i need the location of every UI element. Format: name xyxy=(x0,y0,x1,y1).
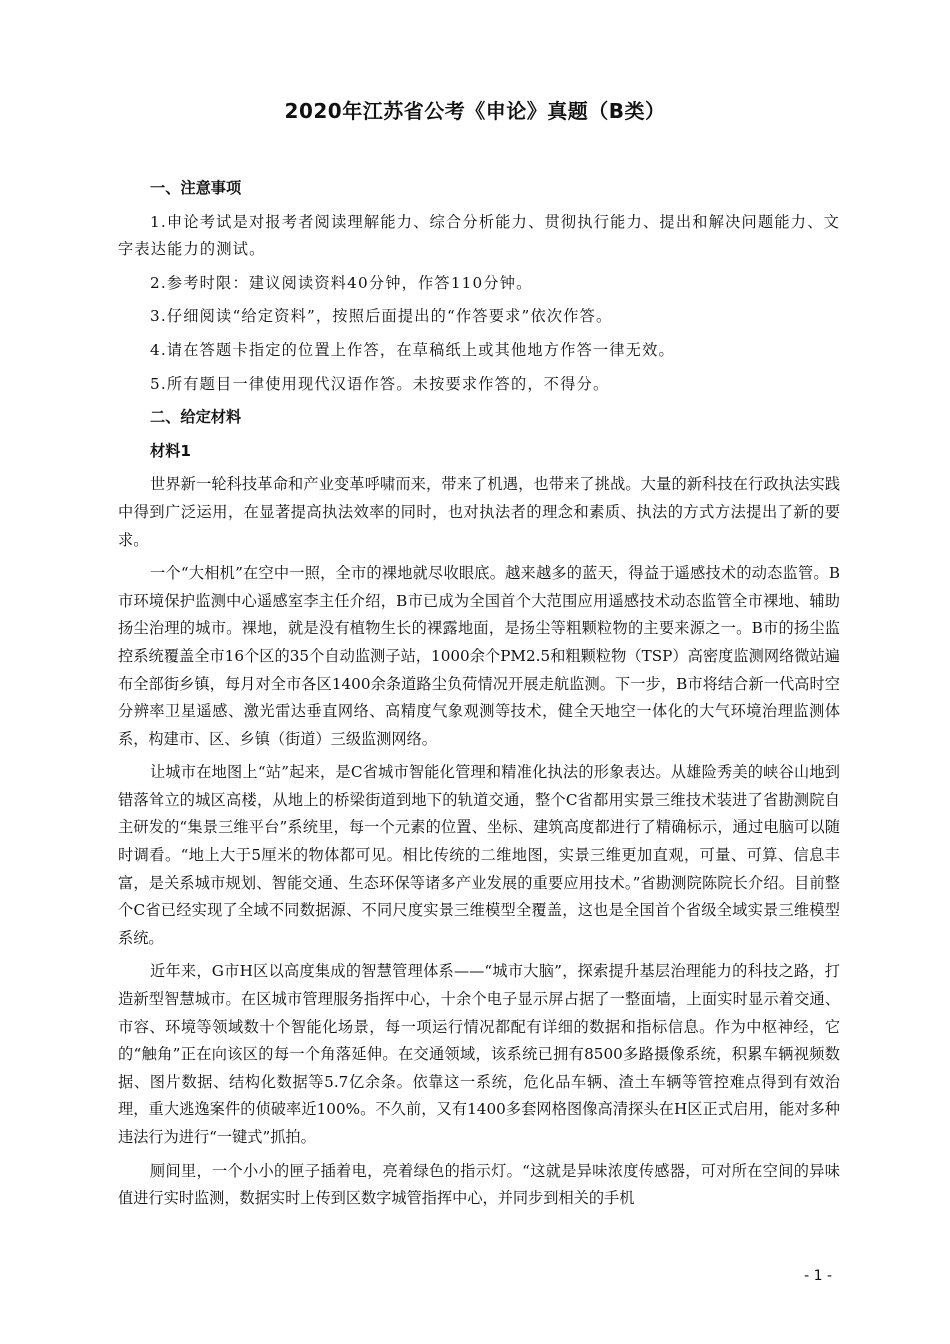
notice-item: 2.参考时限：建议阅读资料40分钟，作答110分钟。 xyxy=(150,273,533,292)
material-heading: 材料1 xyxy=(150,441,191,460)
section-heading-notes: 一、注意事项 xyxy=(150,179,242,197)
body-paragraph: 世界新一轮科技革命和产业变革呼啸而来，带来了机遇，也带来了挑战。大量的新科技在行政执法实践中得到广泛运用，在显著提高执法效率的同时，也对执法者的理念和素质、执法的方式方法提出了新的要求。 xyxy=(118,475,840,549)
section-heading-materials: 二、给定材料 xyxy=(150,408,242,427)
notice-item: 5.所有题目一律使用现代汉语作答。未按要求作答的，不得分。 xyxy=(150,374,610,393)
body-paragraph: 厕间里，一个小小的匣子插着电，亮着绿色的指示灯。“这就是异味浓度传感器，可对所在空间的异味值进行实时监测，数据实时上传到区数字城管指挥中心，并同步到相关的手机 xyxy=(118,1161,840,1208)
page-number: - 1 - xyxy=(804,1268,832,1284)
notice-item: 4.请在答题卡指定的位置上作答，在草稿纸上或其他地方作答一律无效。 xyxy=(150,340,675,359)
body-paragraph: 让城市在地图上“站”起来，是C省城市智能化管理和精准化执法的形象表达。从雄险秀美的峡谷山地到错落耸立的城区高楼，从地上的桥梁街道到地下的轨道交通，整个C省都用实景三维技术装进了省勘测院自主研发的“集景三维平台”系统里，每一个元素的位置、坐标、建筑高度都进行了精确标示，通过电脑可以随时调看。“地上大于5厘米的物体都可见。相比传统的二维地图，实景三维更加直观，可量、可算、信息丰富，是关系城市规划、智能交通、生态环保等诸多产业发展的重要应用技术。”省勘测院陈院长介绍。目前整个C省已经实现了全域不同数据源、不同尺度实景三维模型全覆盖，这也是全国首个省级全域实景三维模型系统。 xyxy=(118,763,840,947)
body-paragraph: 一个“大相机”在空中一照，全市的裸地就尽收眼底。越来越多的蓝天，得益于遥感技术的动态监管。B市环境保护监测中心遥感室李主任介绍，B市已成为全国首个大范围应用遥感技术动态监管全市裸地、辅助扬尘治理的城市。裸地，就是没有植物生长的裸露地面，是扬尘等粗颗粒物的主要来源之一。B市的扬尘监控系统覆盖全市16个区的35个自动监测子站，1000余个PM2.5和粗颗粒物（TSP）高密度监测网络微站遍布全部街乡镇，每月对全市各区1400余条道路尘负荷情况开展走航监测。下一步，B市将结合新一代高时空分辨率卫星遥感、激光雷达垂直网络、高精度气象观测等技术，健全天地空一体化的大气环境治理监测体系，构建市、区、乡镇（街道）三级监测网络。 xyxy=(118,564,840,748)
document-body xyxy=(118,175,840,1219)
notice-item: 3.仔细阅读“给定资料”，按照后面提出的“作答要求”依次作答。 xyxy=(150,307,613,326)
notice-item: 1.申论考试是对报考者阅读理解能力、综合分析能力、贯彻执行能力、提出和解决问题能力、文字表达能力的测试。 xyxy=(118,212,840,259)
document-title: 2020年江苏省公考《申论》真题（B类） xyxy=(284,99,666,123)
body-paragraph: 近年来，G市H区以高度集成的智慧管理体系——“城市大脑”，探索提升基层治理能力的科技之路，打造新型智慧城市。在区城市管理服务指挥中心，十余个电子显示屏占据了一整面墙，上面实时显示着交通、市容、环境等领域数十个智能化场景，每一项运行情况都配有详细的数据和指标信息。作为中枢神经，它的“触角”正在向该区的每一个角落延伸。在交通领域，该系统已拥有8500多路摄像系统，积累车辆视频数据、图片数据、结构化数据等5.7亿余条。依靠这一系统，危化品车辆、渣土车辆等管控难点得到有效治理，重大逃逸案件的侦破率近100%。不久前，又有1400多套网格图像高清探头在H区正式启用，能对多种违法行为进行“一键式”抓拍。 xyxy=(118,962,840,1146)
